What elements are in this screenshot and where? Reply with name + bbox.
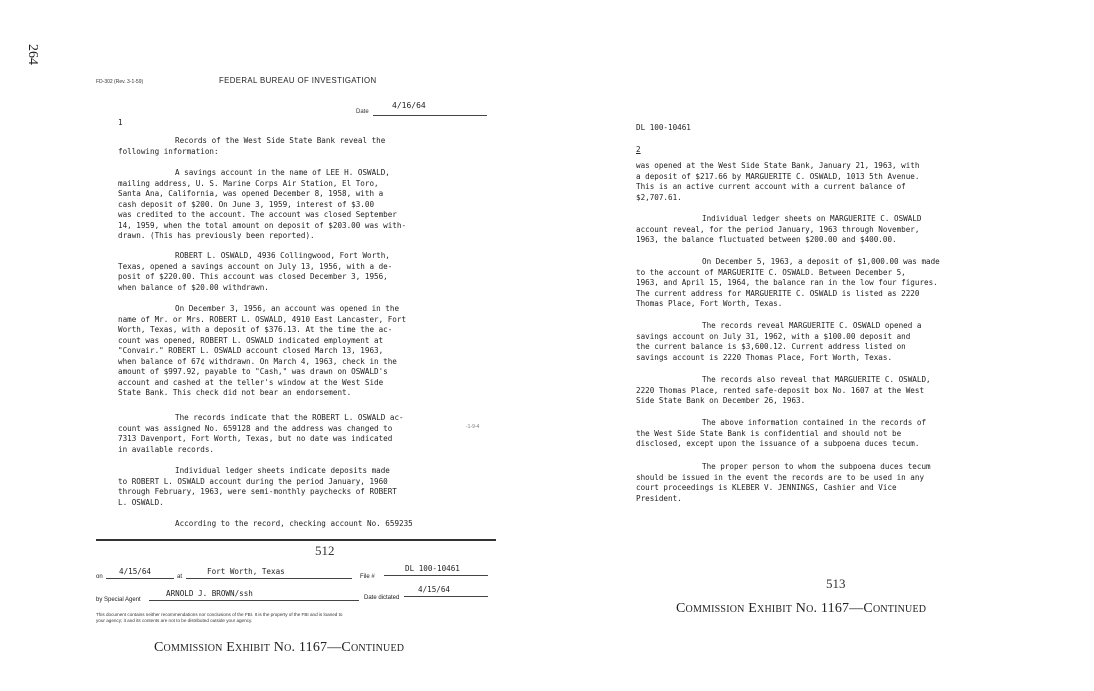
paragraph-left-5: The records indicate that the ROBERT L. OSWALD ac- count was assigned No. 659128 and the address was changed to 7313 Davenport, Fort Worth, Texas, but no date was indicated in available records. [118, 413, 404, 454]
paragraph-left-4: On December 3, 1956, an account was opened in the name of Mr. or Mrs. ROBERT L. OSWALD, 4910 East Lancaster, Fort Worth, Texas, with a deposit of $376.13. At the time the ac- count was opened, ROBERT L. OSWALD indicated employment at "Convair." ROBERT L. OSWALD account closed March 13, 1963, when balance of 67¢ withdrawn. On March 4, 1963, check in the amount of $997.92, payable to "Cash," was drawn on OSWALD's account and cashed at the teller's window at the West Side State Bank. This check did not bear an endorsement. [118, 304, 407, 397]
file-label: File # [360, 574, 375, 580]
agent-value: ARNOLD J. BROWN/ssh [166, 589, 253, 598]
page-index-left: 1 [118, 118, 123, 127]
dictated-value: 4/15/64 [418, 585, 451, 594]
file-value: DL 100-10461 [405, 564, 460, 573]
left-caption: Commission Exhibit No. 1167—Continued [154, 640, 405, 655]
margin-note: -1-9-4 [466, 424, 480, 430]
date-value: 4/16/64 [392, 101, 426, 110]
paragraph-right-4: The records reveal MARGUERITE C. OSWALD opened a savings account on July 31, 1962, with a $100.00 deposit and the current balance is $3,600.12. Current address listed on savings account is 2220 Thomas Place, Fort Worth, Texas. [636, 321, 922, 362]
file-underline [384, 575, 488, 576]
form-number: FD-302 (Rev. 3-1-59) [96, 79, 144, 85]
page-index-right: 2 [636, 145, 641, 154]
at-underline [186, 578, 352, 579]
at-value: Fort Worth, Texas [207, 567, 285, 576]
on-label: on [96, 574, 103, 580]
paragraph-right-2: Individual ledger sheets on MARGUERITE C. OSWALD account reveal, for the period January, 1963 through November, 1963, the balance fluctuated between $200.00 and $400.00. [636, 214, 922, 244]
paragraph-left-6: Individual ledger sheets indicate deposits made to ROBERT L. OSWALD account during the period January, 1960 through February, 1963, were semi-monthly paychecks of ROBERT L. OSWALD. [118, 466, 397, 507]
agent-underline [149, 600, 359, 601]
date-label: Date [356, 109, 369, 115]
right-center-page-number: 513 [826, 576, 846, 591]
left-center-page-number: 512 [315, 543, 335, 558]
on-value: 4/15/64 [119, 567, 152, 576]
paragraph-right-5: The records also reveal that MARGUERITE C. OSWALD, 2220 Thomas Place, rented safe-deposit box No. 1607 at the West Side State Bank on December 26, 1963. [636, 375, 931, 405]
paragraph-right-1: was opened at the West Side State Bank, January 21, 1963, with a deposit of $217.66 by MARGUERITE C. OSWALD, 1013 5th Avenue. This is an active current account with a current balance of $2,707.61. [636, 161, 920, 202]
side-page-number: 264 [25, 44, 40, 65]
paragraph-right-6: The above information contained in the records of the West Side State Bank is confidential and should not be disclosed, except upon the issuance of a subpoena duces tecum. [636, 418, 927, 448]
disclaimer-line-1: This document contains neither recommendations nor conclusions of the FBI. It is the property of the FBI and is loaned to [96, 612, 343, 617]
paragraph-right-7: The proper person to whom the subpoena duces tecum should be issued in the event the records are to be used in any court proceedings is KLEBER V. JENNINGS, Cashier and Vice President. [636, 462, 931, 503]
disclaimer-line-2: your agency; it and its contents are not to be distributed outside your agency. [96, 618, 253, 623]
on-underline [106, 578, 174, 579]
paragraph-left-1: Records of the West Side State Bank reveal the following information: [118, 136, 386, 156]
date-underline [373, 115, 487, 116]
paragraph-left-2: A savings account in the name of LEE H. OSWALD, mailing address, U. S. Marine Corps Air Station, El Toro, Santa Ana, California, was opened December 8, 1958, with a cash deposit of $200. On June 3, 1959, interest of $3.00 was credited to the account. The account was closed September 14, 1959, when the total amount on deposit of $203.00 was with- drawn. (This has previously been reported). [118, 168, 407, 240]
paragraph-left-3: ROBERT L. OSWALD, 4936 Collingwood, Fort Worth, Texas, opened a savings account on July 13, 1956, with a de- posit of $220.00. This account was closed December 3, 1956, when balance of $20.00 withdrawn. [118, 251, 393, 292]
paragraph-left-7: According to the record, checking account No. 659235 [175, 519, 413, 528]
agent-label: by Special Agent [96, 597, 141, 603]
footer-rule [96, 539, 496, 541]
dictated-underline [404, 596, 488, 597]
at-label: at [177, 574, 183, 580]
dictated-label: Date dictated [364, 595, 400, 601]
right-caption: Commission Exhibit No. 1167—Continued [676, 601, 927, 616]
file-reference: DL 100-10461 [636, 123, 691, 132]
fbi-header: FEDERAL BUREAU OF INVESTIGATION [219, 76, 377, 85]
paragraph-right-3: On December 5, 1963, a deposit of $1,000.00 was made to the account of MARGUERITE C. OSWALD. Between December 5, 1963, and April 15, 1964, the balance ran in the low four figures. The current address for MARGUERITE C. OSWALD is listed as 2220 Thomas Place, Fort Worth, Texas. [636, 257, 940, 308]
